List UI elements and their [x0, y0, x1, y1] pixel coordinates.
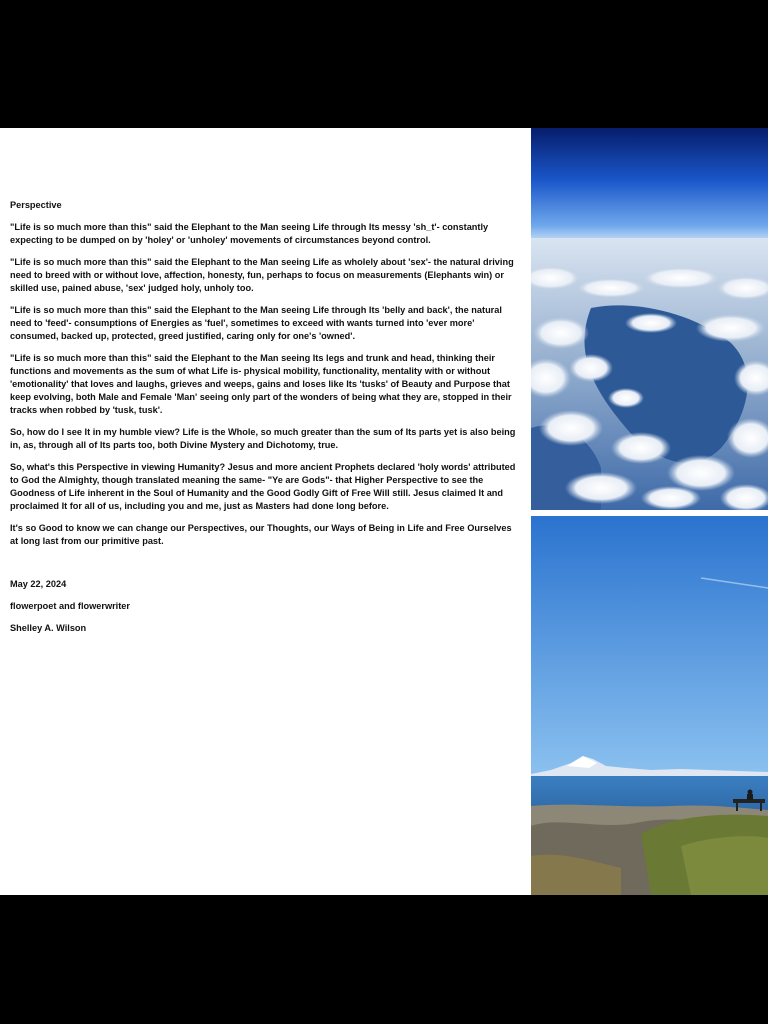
article-paragraph: It's so Good to know we can change our Perspectives, our Thoughts, our Ways of Being in Life and Free Ourselves at long last from our primitive past.: [10, 523, 512, 546]
article-text-column: [10, 199, 522, 644]
document-page: [0, 128, 768, 895]
article-author: Shelley A. Wilson: [10, 623, 87, 633]
article-paragraph: "Life is so much more than this" said the Elephant to the Man seeing Life as wholely about 'sex'- the natural driving need to breed with or without love, affection, honesty, fun, perhaps to focus on measurements (Elephants win) or skilled use, pained abuse, 'sex' judged holy, unholy too.: [10, 257, 514, 293]
article-paragraph: So, how do I see It in my humble view? Life is the Whole, so much greater than the sum of Its parts yet is also being in, as, through all of Its parts too, both Divine Mystery and Dichotomy, true.: [10, 427, 516, 450]
signature-block: [10, 578, 522, 635]
article-date: May 22, 2024: [10, 579, 67, 589]
article-paragraph: "Life is so much more than this" said the Elephant to the Man seeing Life through Its 'belly and back', the natural need to 'feed'- consumptions of Energies as 'fuel', sometimes to exceed with wants turned into 'ever more' consumed, backed up, protected, greed justified, caring only for one's 'owned'.: [10, 305, 502, 341]
seaside-photo: [531, 516, 768, 895]
article-paragraph: "Life is so much more than this" said the Elephant to the Man seeing Its legs and trunk and head, thinking their functions and movements as the sum of what Life is- physical mobility, functionality, mentality with or without 'emotionality' that loves and laughs, grieves and weeps, gains and loses like Its 'tusks' of Beauty and Purpose that keep evolving, both Male and Female 'Man' seeing only part of the wonders of being what they are, stopped in their tracks when robbed by 'tusk, tusk'.: [10, 353, 512, 415]
article-paragraph: "Life is so much more than this" said the Elephant to the Man seeing Life through Its messy 'sh_t'- constantly expecting to be dumped on by 'holey' or 'unholey' movements of circumstances beyond control.: [10, 222, 489, 245]
article-title: Perspective: [10, 200, 62, 210]
aerial-clouds-photo: [531, 128, 768, 510]
article-paragraph: So, what's this Perspective in viewing Humanity? Jesus and more ancient Prophets declared 'holy words' attributed to God the Almighty, though translated meaning the same- "Ye are Gods"- that Higher Perspective to see the Goodness of Life inherent in the Soul of Humanity and the Good Godly Gift of Free Will still. Jesus claimed It and proclaimed It for all of us, including you and me, just as Masters had done long before.: [10, 462, 516, 511]
article-byline: flowerpoet and flowerwriter: [10, 601, 130, 611]
